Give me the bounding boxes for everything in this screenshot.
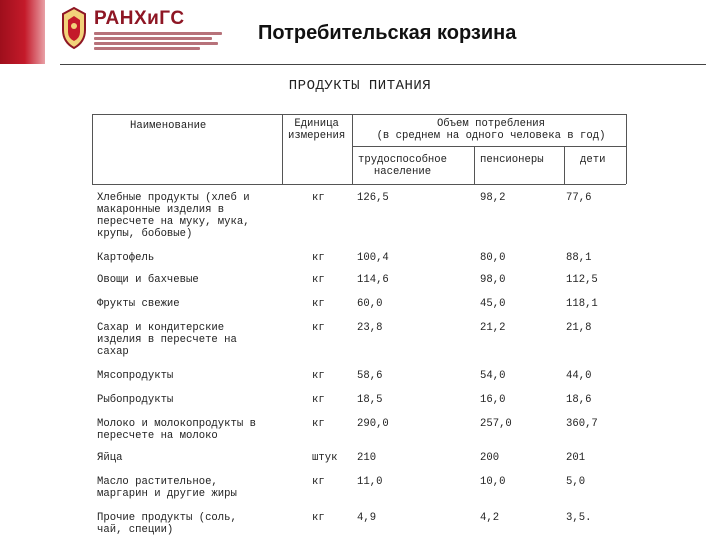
cell-name: Прочие продукты (соль, чай, специи) (97, 512, 237, 536)
cell-pensioners: 200 (480, 452, 500, 464)
ranepa-logo (58, 6, 228, 54)
column-header-name: Наименование (130, 120, 207, 132)
header-border (564, 146, 565, 184)
column-header-unit: Единица измерения (288, 118, 346, 142)
cell-working: 18,5 (357, 394, 383, 406)
cell-working: 23,8 (357, 322, 383, 334)
crest-icon (58, 6, 90, 50)
cell-name: Рыбопродукты (97, 394, 174, 406)
subheader-children: дети (580, 154, 606, 166)
cell-children: 21,8 (566, 322, 592, 334)
cell-unit: кг (312, 192, 325, 204)
cell-working: 290,0 (357, 418, 389, 430)
header-border (626, 114, 627, 184)
header-sub-rule (352, 146, 626, 147)
table-top-rule (92, 114, 626, 115)
section-title: ПРОДУКТЫ ПИТАНИЯ (288, 78, 432, 94)
cell-pensioners: 54,0 (480, 370, 506, 382)
cell-name: Сахар и кондитерские изделия в пересчете на сахар (97, 322, 237, 358)
cell-unit: кг (312, 394, 325, 406)
cell-unit: кг (312, 512, 325, 524)
cell-name: Масло растительное, маргарин и другие жиры (97, 476, 237, 500)
cell-unit: кг (312, 418, 325, 430)
cell-pensioners: 21,2 (480, 322, 506, 334)
cell-children: 77,6 (566, 192, 592, 204)
cell-pensioners: 16,0 (480, 394, 506, 406)
cell-pensioners: 45,0 (480, 298, 506, 310)
cell-working: 114,6 (357, 274, 389, 286)
cell-children: 201 (566, 452, 586, 464)
cell-working: 126,5 (357, 192, 389, 204)
header-bottom-rule (92, 184, 626, 185)
cell-pensioners: 4,2 (480, 512, 500, 524)
cell-children: 5,0 (566, 476, 586, 488)
cell-pensioners: 257,0 (480, 418, 512, 430)
cell-children: 44,0 (566, 370, 592, 382)
red-accent-bar (0, 0, 45, 64)
column-header-volume: Объем потребления (в среднем на одного человека в год) (376, 118, 606, 142)
cell-working: 60,0 (357, 298, 383, 310)
cell-working: 210 (357, 452, 377, 464)
cell-name: Яйца (97, 452, 123, 464)
cell-children: 360,7 (566, 418, 598, 430)
cell-name: Молоко и молокопродукты в пересчете на молоко (97, 418, 256, 442)
cell-working: 4,9 (357, 512, 377, 524)
cell-working: 100,4 (357, 252, 389, 264)
cell-children: 112,5 (566, 274, 598, 286)
cell-unit: кг (312, 274, 325, 286)
cell-pensioners: 10,0 (480, 476, 506, 488)
cell-name: Хлебные продукты (хлеб и макаронные изделия в пересчете на муку, мука, крупы, бобовые) (97, 192, 250, 240)
logo-tagline (94, 32, 224, 52)
cell-unit: кг (312, 298, 325, 310)
cell-name: Овощи и бахчевые (97, 274, 199, 286)
cell-children: 88,1 (566, 252, 592, 264)
cell-unit: кг (312, 476, 325, 488)
cell-unit: кг (312, 370, 325, 382)
header-border (282, 114, 283, 184)
cell-children: 18,6 (566, 394, 592, 406)
cell-unit: кг (312, 322, 325, 334)
cell-name: Картофель (97, 252, 155, 264)
cell-name: Мясопродукты (97, 370, 174, 382)
cell-unit: кг (312, 252, 325, 264)
cell-children: 3,5. (566, 512, 592, 524)
subheader-working: трудоспособное население (358, 154, 448, 178)
header-border (352, 114, 353, 184)
cell-working: 58,6 (357, 370, 383, 382)
header-border (92, 114, 93, 184)
page-title: Потребительская корзина (258, 22, 517, 44)
cell-name: Фрукты свежие (97, 298, 180, 310)
cell-pensioners: 98,2 (480, 192, 506, 204)
logo-name: РАНХиГС (94, 8, 185, 29)
cell-children: 118,1 (566, 298, 598, 310)
title-divider (60, 64, 706, 65)
cell-pensioners: 80,0 (480, 252, 506, 264)
header-border (474, 146, 475, 184)
cell-pensioners: 98,0 (480, 274, 506, 286)
cell-working: 11,0 (357, 476, 383, 488)
subheader-pensioners: пенсионеры (480, 154, 544, 166)
cell-unit: штук (312, 452, 338, 464)
